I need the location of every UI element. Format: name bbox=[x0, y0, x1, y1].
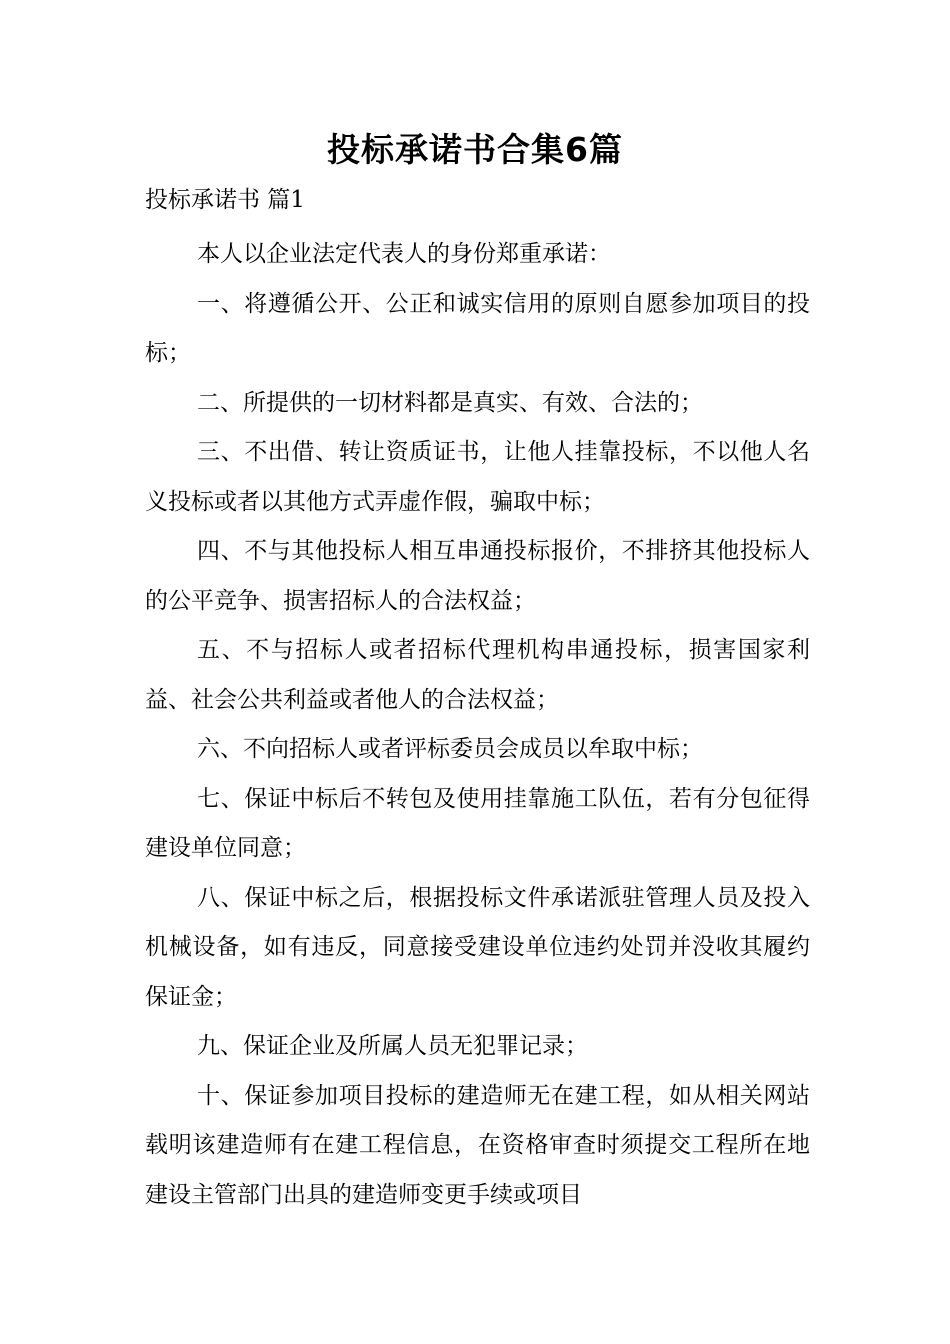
document-title: 投标承诺书合集6篇 bbox=[327, 130, 623, 169]
section-heading: 投标承诺书 篇1 bbox=[145, 187, 305, 213]
paragraph-item-7: 七、保证中标后不转包及使用挂靠施工队伍，若有分包征得建设单位同意； bbox=[145, 785, 810, 861]
document-body bbox=[145, 230, 810, 1220]
paragraph-item-5: 五、不与招标人或者招标代理机构串通投标，损害国家利益、社会公共利益或者他人的合法权益； bbox=[145, 637, 810, 713]
paragraph-item-9: 九、保证企业及所属人员无犯罪记录； bbox=[197, 1033, 588, 1059]
paragraph-item-4: 四、不与其他投标人相互串通投标报价，不排挤其他投标人的公平竞争、损害招标人的合法权益； bbox=[145, 538, 810, 614]
paragraph-item-10: 十、保证参加项目投标的建造师无在建工程，如从相关网站载明该建造师有在建工程信息，在资格审查时须提交工程所在地建设主管部门出具的建造师变更手续或项目 bbox=[145, 1082, 810, 1208]
paragraph-item-1: 一、将遵循公开、公正和诚实信用的原则自愿参加项目的投标； bbox=[145, 290, 810, 366]
paragraph-item-2: 二、所提供的一切材料都是真实、有效、合法的； bbox=[197, 389, 703, 416]
paragraph-intro: 本人以企业法定代表人的身份郑重承诺： bbox=[197, 241, 611, 267]
paragraph-item-6: 六、不向招标人或者评标委员会成员以牟取中标； bbox=[197, 736, 703, 762]
paragraph-item-3: 三、不出借、转让资质证书，让他人挂靠投标，不以他人名义投标或者以其他方式弄虚作假，骗取中标； bbox=[145, 439, 810, 515]
paragraph-item-8: 八、保证中标之后，根据投标文件承诺派驻管理人员及投入机械设备，如有违反，同意接受建设单位违约处罚并没收其履约保证金； bbox=[145, 884, 810, 1010]
